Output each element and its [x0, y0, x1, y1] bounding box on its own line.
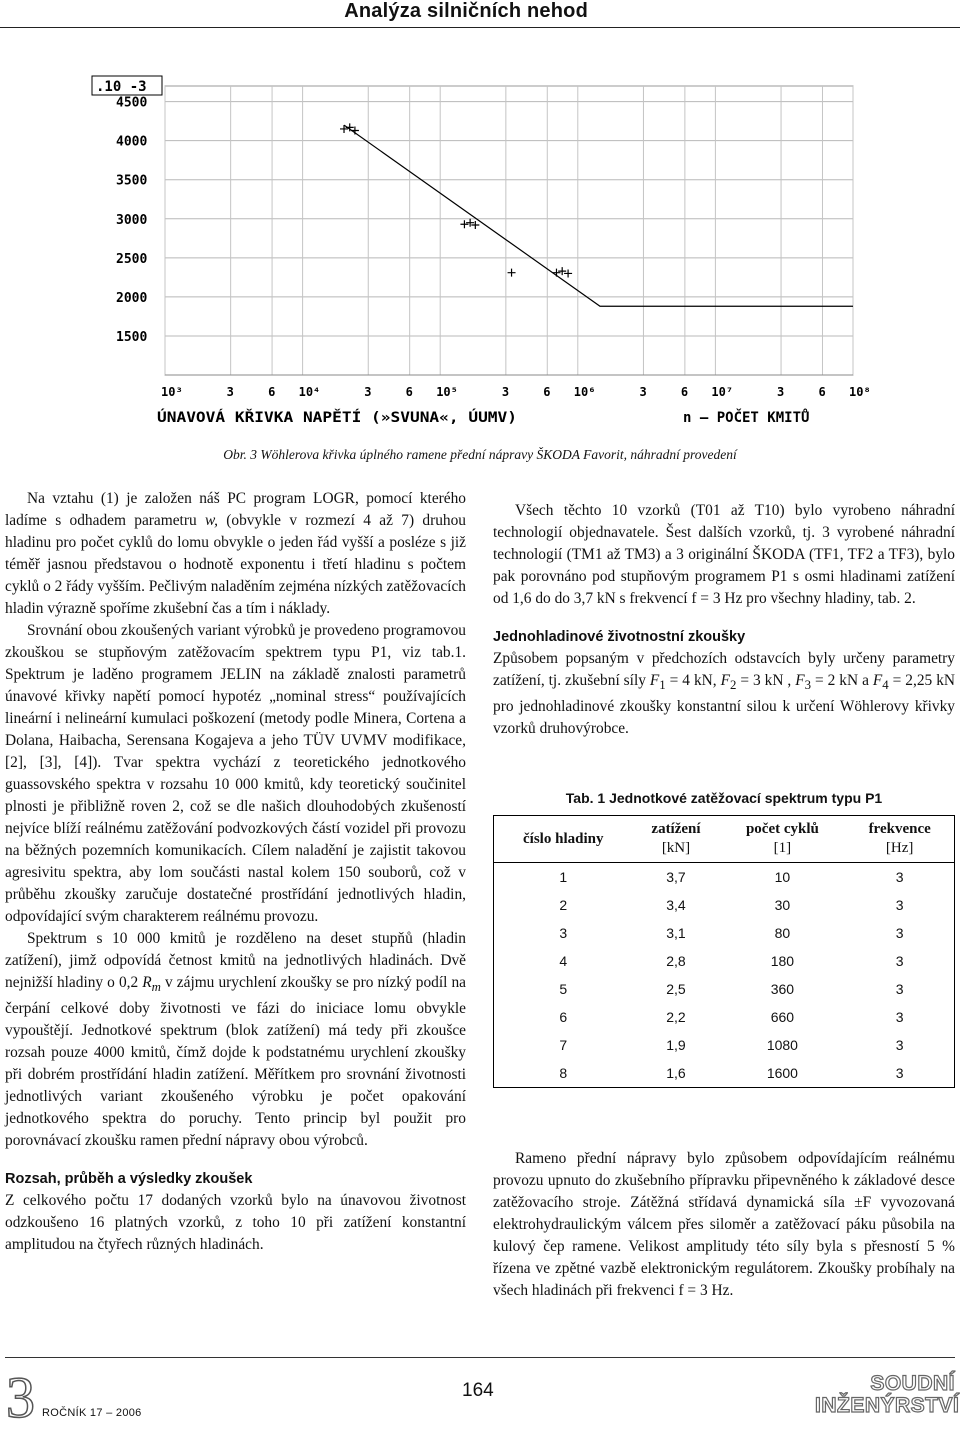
wohler-chart	[88, 62, 878, 438]
table-cell: 3	[895, 1037, 904, 1053]
y-tick-label: 4000	[116, 134, 148, 150]
issue-number: 3	[6, 1365, 35, 1430]
header-rule	[0, 27, 960, 28]
volume-label: ROČNÍK 17 – 2006	[42, 1407, 142, 1419]
table-row	[494, 975, 955, 1003]
paragraph	[5, 488, 466, 620]
paragraph	[493, 648, 955, 740]
table-cell: 1,6	[666, 1065, 686, 1081]
y-tick-label: 2500	[116, 251, 148, 267]
right-column-lower	[493, 1148, 955, 1302]
header-label: zatížení	[651, 821, 701, 837]
table-row	[494, 1003, 955, 1031]
table-cell: 2,5	[666, 981, 686, 997]
table-row	[494, 919, 955, 947]
table-cell: 1600	[766, 1065, 798, 1081]
table-cell: 5	[559, 981, 568, 997]
y-tick-label: 3000	[116, 212, 148, 228]
symbol-f: F	[795, 672, 805, 689]
x-axis-title: ÚNAVOVÁ KŘIVKA NAPĚTÍ (»SVUNA«, ÚUMV)	[157, 410, 469, 426]
table-cell: 10	[774, 869, 791, 885]
text-run: v zájmu urychlení zkoušky se pro nízký podíl na čerpání celkové doby životnosti ve fázi do iniciace lomu obvykle vypouštějí. Jednotkové spektrum (blok zatížení) má tedy při zkoušce rozsah pouze 4000 kmitů, čímž dojde k podstatnému urychlení zkoušky při dobrém prostřídání hladin zatížení. Měřítkem pro srovnání životnosti jednotlivých variant zkoušeného výrobku je počet opakování jednotkového spektra do poruchy. Tento princip byl použit pro porovnávací zkoušku ramen přední nápravy obou výrobců.	[5, 974, 467, 1150]
x-tick-label: 6	[818, 385, 826, 399]
table-cell: 3,4	[666, 897, 686, 913]
table-row	[494, 863, 955, 892]
table-cell: 3	[895, 897, 904, 913]
exponent-label: .10 -3	[96, 79, 147, 95]
wohler-chart-svg	[88, 62, 878, 438]
table-cell: 660	[770, 1009, 795, 1025]
x-tick-label: 10⁷	[711, 385, 734, 399]
symbol-f: F	[720, 672, 730, 689]
header-label: počet cyklů	[745, 821, 819, 837]
table-cell: 360	[770, 981, 795, 997]
symbol-r: R	[142, 974, 152, 991]
x-tick-label: 3	[364, 385, 372, 399]
page-footer	[0, 1357, 960, 1429]
page-header	[0, 0, 960, 30]
symbol-f: F	[649, 672, 660, 689]
paragraph: Srovnání obou zkoušených variant výrobků je provedeno programovou zkouškou se stupňovým zatěžovacím spektrem typu P1, viz tab.1. Spektrum je laděno programem JELIN na základě znalosti parametrů únavové křivky napětí pomocí hypotéz „nominal stress“ používajících lineární i nelineární kumulaci poškození (metody podle Minera, Cortena a Dolana, Haibacha, Serensana Kogajeva a jeho TÜV UVMV modifikace, [2], [3], [4]). Tvar spektra vychází z teoretického jednotkového guassovského spektra v rozsahu 10 000 kmitů, kdy teoretický součinitel plnosti je přibližně roven 2, což se dle našich dlouhodobých zkušeností nejvíce blíží reálnému zatěžování podvozkových částí vozidel při provozu na běžných pozemních komunikacích. Cílem naladění je zajistit takovou agresivitu spektra, aby lom součásti nastal kolem 150 souborů, což v průběhu zkoušky zaručuje dostatečné prostřídání jednotlivých hladin, odpovídající svým charakterem reálnému provozu.	[5, 622, 466, 925]
table-header-cell	[494, 816, 633, 863]
table-cell: 3	[895, 869, 904, 885]
logo-line-1: SOUDNÍ	[870, 1372, 955, 1395]
table-cell: 80	[774, 925, 791, 941]
table-cell: 1	[559, 869, 568, 885]
y-tick-label: 1500	[116, 329, 148, 345]
text-run: Spektrum s 10 000 kmitů je rozděleno na deset stupňů (hladin zatížení), jimž odpovídá četnost kmitů na jednotlivých hladinách. Dvě nejnižší hladiny o 0,2	[5, 930, 466, 991]
subscript: 4	[882, 678, 889, 693]
section-heading: Jednohladinové životnostní zkoušky	[493, 629, 746, 645]
header-label: frekvence	[868, 821, 931, 837]
x-tick-label: 6	[268, 385, 276, 399]
text-run: = 4 kN,	[665, 672, 721, 689]
table-cell: 3,7	[666, 869, 686, 885]
spectrum-table	[493, 815, 955, 1088]
table-header-cell	[633, 816, 720, 863]
x-tick-label: 6	[405, 385, 413, 399]
header-label: číslo hladiny	[523, 830, 604, 847]
journal-logo	[815, 1372, 960, 1417]
table-cell: 1080	[766, 1037, 798, 1053]
symbol-w: w,	[204, 512, 218, 529]
left-column	[5, 488, 466, 1256]
plot-frame	[165, 86, 853, 375]
table-cell: 7	[559, 1037, 568, 1053]
figure-caption: Obr. 3 Wöhlerova křivka úplného ramene přední nápravy ŠKODA Favorit, náhradní provedení	[223, 447, 737, 462]
table-cell: 3	[559, 925, 568, 941]
subscript: 2	[729, 678, 737, 693]
paragraph: Rameno přední nápravy bylo způsobem odpovídajícím reálnému provozu upnuto do zkušebního přípravku připevněného k základové desce zatěžovacího stroje. Zátěžná střídavá dynamická síla ±F vyvozovaná elektrohydraulickým válcem přes siloměr a zatěžovací páku působila na kulový čep ramene. Velikost amplitudy této síly byla s přesností 5 % řízena ve zpětné vazbě elektronickým regulátorem. Zkoušky probíhaly na všech hladinách při frekvenci f = 3 Hz.	[493, 1150, 955, 1299]
table-cell: 3	[895, 981, 904, 997]
header-unit: [1]	[773, 840, 792, 856]
y-tick-label: 2000	[116, 290, 148, 306]
x-tick-label: 10⁵	[436, 385, 458, 399]
paragraph: Všech těchto 10 vzorků (T01 až T10) bylo vyrobeno náhradní technologií objednavatele. Šest dalších vzorků, tj. 3 vyrobené náhradní technologií (TM1 až TM3) a 3 originální ŠKODA (TF1, TF2 a TF3), bylo pak porovnáno pod stupňovým programem P1 s osmi hladinami zatížení od 1,6 do do 3,7 kN s frekvencí f = 3 Hz pro všechny hladiny, tab. 2.	[493, 502, 955, 607]
x-tick-label: 3	[639, 385, 647, 399]
table-cell: 3,1	[666, 925, 686, 941]
section-heading: Rozsah, průběh a výsledky zkoušek	[5, 1171, 253, 1188]
subscript: 3	[804, 678, 812, 693]
text-run: = 2,25 kN pro jednohladinové zkoušky konstantní silou k určení Wöhlerovy křivky vzorků druhovýrobce.	[493, 672, 955, 738]
table-cell: 4	[559, 953, 568, 969]
text-run: Na vztahu (1) je založen náš PC program LOGR, pomocí kterého ladíme s odhadem parametru	[5, 490, 466, 529]
x-tick-label: 10⁶	[573, 385, 596, 399]
text-run: (obvykle v rozmezí 4 až 7) druhou hladinu pro počet cyklů do lomu obvykle o jeden řád vyšší a posléze s již téměř jasnou představou o hodnotě exponentu i třetí hladinu s počtem cyklů o 2 řády vyšším. Pečlivým naladěním zejména nízkých zatěžovacích hladin výrazně spoříme zkušební čas a tím i náklady.	[5, 512, 466, 617]
x-axis-title-right: n – POČET KMITŮ	[683, 410, 810, 426]
paragraph: Z celkového počtu 17 dodaných vzorků bylo na únavovou životnost odzkoušeno 16 platných vzorků, z toho 10 při zatížení konstantní amplitudou na čtyřech různých hladinách.	[5, 1192, 466, 1254]
right-column	[493, 500, 955, 740]
symbol-f: F	[872, 672, 883, 689]
text-run: = 3 kN ,	[736, 672, 796, 689]
x-tick-label: 6	[680, 385, 689, 399]
table-cell: 3	[895, 1065, 904, 1081]
table-cell: 3	[895, 1009, 904, 1025]
subscript-m: m	[151, 980, 161, 995]
running-title: Analýza silničních nehod	[344, 0, 588, 22]
x-tick-label: 10⁴	[298, 385, 321, 399]
table-row	[494, 1031, 955, 1059]
page-number: 164	[462, 1380, 494, 1401]
table-header-row	[494, 816, 955, 863]
table-cell: 3	[895, 953, 904, 969]
footer-rule	[5, 1357, 955, 1358]
table-title: Tab. 1 Jednotkové zatěžovací spektrum typu P1	[565, 790, 883, 806]
x-tick-label: 3	[777, 385, 785, 399]
table-cell: 8	[559, 1065, 568, 1081]
table-cell: 2,8	[666, 953, 686, 969]
table-cell: 3	[895, 925, 904, 941]
x-tick-label: 6	[543, 385, 551, 399]
x-tick-label: 10³	[161, 385, 183, 399]
table-1	[493, 790, 955, 1088]
x-tick-label: 3	[226, 385, 234, 399]
logo-line-2: INŽENÝRSTVÍ	[815, 1394, 960, 1417]
text-run: Způsobem popsaným v předchozích odstavcích byly určeny parametry zatížení, tj. zkušební síly	[493, 650, 955, 689]
table-body	[494, 863, 955, 1088]
table-row	[494, 1059, 955, 1088]
table-row	[494, 891, 955, 919]
table-cell: 2,2	[666, 1009, 686, 1025]
table-header-cell	[845, 816, 954, 863]
x-tick-label: 10⁸	[849, 385, 871, 399]
table-cell: 6	[559, 1009, 568, 1025]
table-cell: 2	[559, 897, 568, 913]
header-unit: [kN]	[661, 840, 691, 856]
paragraph	[5, 928, 466, 1152]
y-tick-label: 4500	[116, 95, 148, 111]
table-cell: 1,9	[666, 1037, 686, 1053]
text-run: = 2 kN a	[811, 672, 873, 689]
table-row	[494, 947, 955, 975]
subscript: 1	[659, 678, 666, 693]
table-cell: 180	[770, 953, 795, 969]
table-header-cell	[719, 816, 845, 863]
header-unit: [Hz]	[885, 840, 914, 856]
y-tick-label: 3500	[116, 173, 148, 189]
x-tick-label: 3	[501, 385, 510, 399]
table-cell: 30	[774, 897, 791, 913]
